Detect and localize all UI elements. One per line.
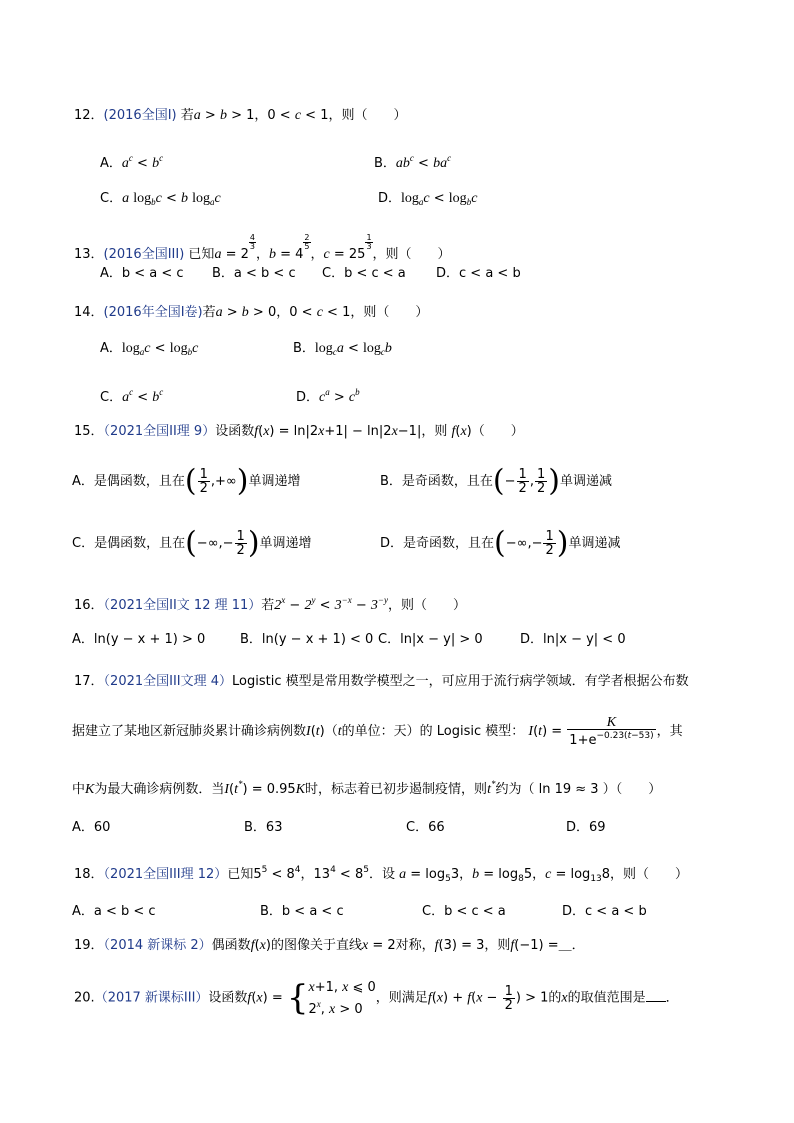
question-12-option-b: B．$ab^c < ba^c$: [374, 153, 452, 171]
question-16-option-c: C．ln|x − y| > 0: [378, 632, 483, 647]
question-14-option-c: C．$a^c < b^c$: [100, 387, 164, 405]
question-12-stem: 12．(2016全国I) 若a > b > 1，0 < c < 1，则（ ）: [74, 108, 407, 123]
question-17-line-2: 据建立了某地区新冠肺炎累计确诊病例数I(t)（t的单位：天）的 Logisic 模型： I(t) = $\frac{K}{1+e^{-0.23(t-53)}}$ ，其: [72, 715, 683, 748]
question-18-option-d: D．c < a < b: [562, 904, 647, 919]
question-16-stem: 16．（2021全国II文 12 理 11）若$2^x - 2^y < 3^{-x} - 3^{-y}$，则（ ）: [74, 595, 466, 613]
question-15-option-b: B．是奇函数，且在(− $\frac{1}{2}$ , $\frac{1}{2}$ )单调递减: [380, 463, 612, 499]
question-13-option-b: B．a < b < c: [212, 266, 296, 281]
question-13-option-d: D．c < a < b: [436, 266, 521, 281]
question-15-stem: 15．（2021全国II理 9）设函数f(x) = ln|2x+1| − ln|2x−1|，则 f(x)（ ）: [74, 424, 524, 439]
question-15-option-d: D．是奇函数，且在(−∞,− $\frac{1}{2}$ )单调递减: [380, 525, 621, 561]
question-18-option-c: C．b < c < a: [422, 904, 506, 919]
question-14-option-b: B．$\log_ca < \log_cb$: [293, 341, 392, 357]
question-12-option-c: C．a $\log_bc < b$ $\log_ac$: [100, 191, 221, 207]
question-13-option-c: C．b < c < a: [322, 266, 406, 281]
question-12-option-a: A．$a^c < b^c$: [100, 153, 164, 171]
question-18-stem: 18．（2021全国III理 12）已知$5^5 < 8^4$，$13^4 < 8^5$．设 $a = \log_53$，$b = \log_85$，$c = \log_{13}8$，则（ ）: [74, 865, 689, 884]
question-15-option-a: A．是偶函数，且在( $\frac{1}{2}$ ,+∞)单调递增: [72, 463, 301, 499]
question-17-option-c: C．66: [406, 820, 445, 835]
question-17-option-d: D．69: [566, 820, 606, 835]
question-18-option-b: B．b < a < c: [260, 904, 344, 919]
question-14-option-a: A．$\log_ac < \log_bc$: [100, 341, 199, 357]
question-12-option-d: D．$\log_ac < \log_bc$: [378, 191, 478, 207]
question-15-option-c: C．是偶函数，且在(−∞,− $\frac{1}{2}$ )单调递增: [72, 525, 312, 561]
question-17-option-b: B．63: [244, 820, 283, 835]
question-17-option-a: A．60: [72, 820, 111, 835]
question-20-stem: 20.（2017 新课标III）设函数f(x) = { x+1, x ⩽ 0 2$^x$, x > 0 ，则满足f(x) + f(x − $\frac{1}{2}$ ) > 1的x的取值范围是 ．: [74, 978, 679, 1018]
question-16-option-b: B．ln(y − x + 1) < 0: [240, 632, 374, 647]
question-18-option-a: A．a < b < c: [72, 904, 156, 919]
answer-blank: [646, 989, 666, 1002]
question-13-stem: 13．(2016全国III) 已知a = 2 $\frac{4}{3}$ ，b = 4 $\frac{2}{5}$ ，c = 25 $\frac{1}{3}$ ，则（ ）: [74, 233, 451, 262]
question-19-stem: 19．（2014 新课标 2）偶函数f(x)的图像关于直线x = 2对称，f(3) = 3，则f(−1) =＿．: [74, 938, 585, 953]
question-17-line-1: 17．（2021全国III文理 4）Logistic 模型是常用数学模型之一，可应用于流行病学领域．有学者根据公布数: [74, 674, 689, 689]
question-13-option-a: A．b < a < c: [100, 266, 184, 281]
question-14-stem: 14．(2016年全国I卷)若a > b > 0，0 < c < 1，则（ ）: [74, 305, 429, 320]
question-14-option-d: D．$c^a > c^b$: [296, 387, 360, 405]
question-16-option-d: D．ln|x − y| < 0: [520, 632, 626, 647]
question-16-option-a: A．ln(y − x + 1) > 0: [72, 632, 206, 647]
question-17-line-3: 中K为最大确诊病例数．当I(t*) = 0.95K时，标志着已初步遏制疫情，则t*约为（ ln 19 ≈ 3 ）（ ）: [72, 779, 662, 797]
